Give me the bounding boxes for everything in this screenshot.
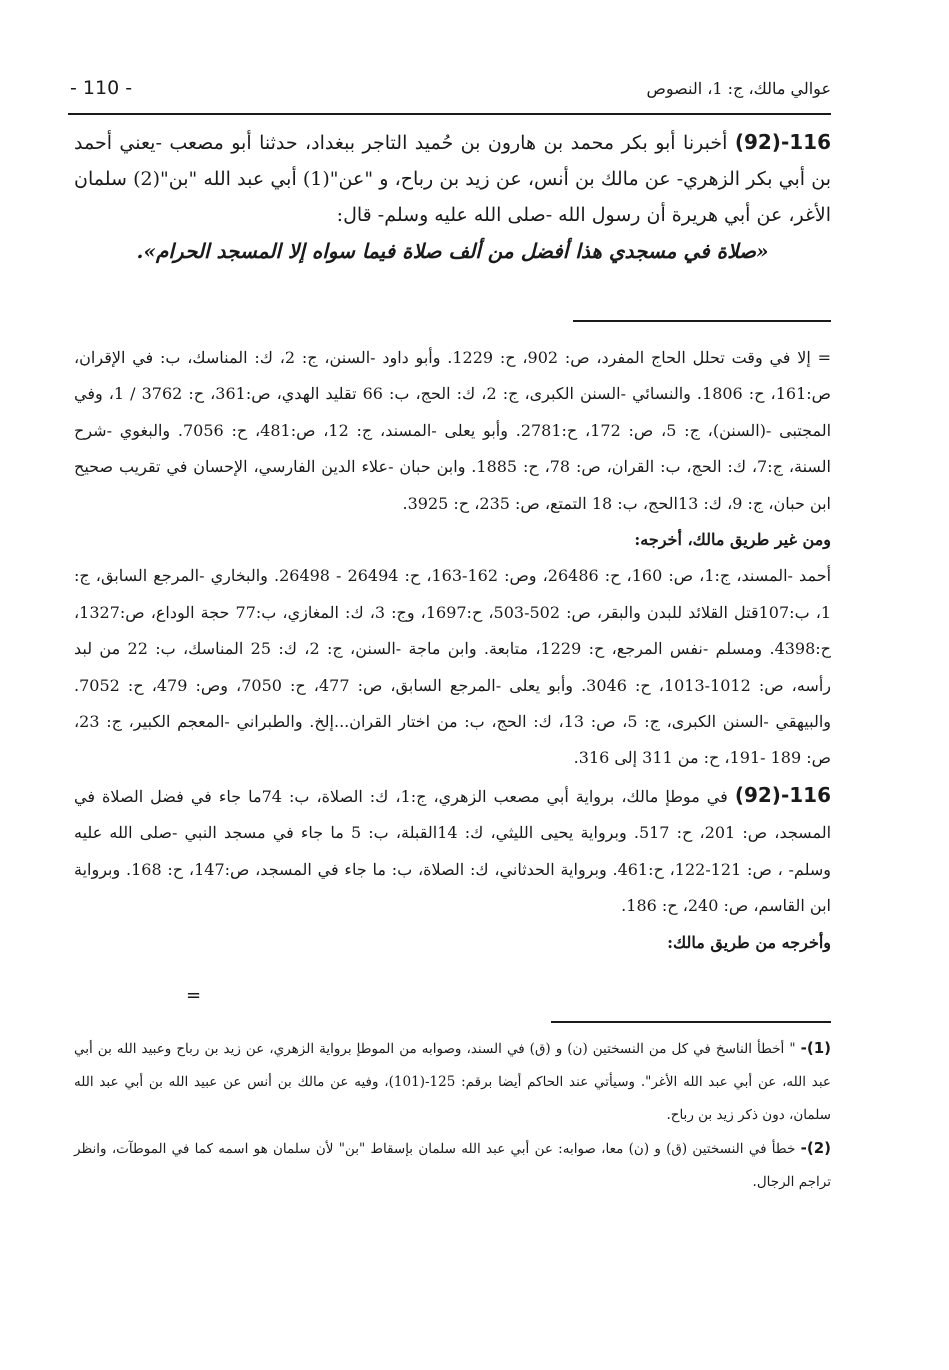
hadith-entry (74, 124, 831, 269)
continuation-mark: = (186, 985, 202, 1006)
takhrij-entry-number: 116-(92) (734, 782, 831, 807)
header-rule (68, 113, 831, 115)
takhrij-paragraph-3-text: في موطإ مالك، برواية أبي مصعب الزهري، ج:1، ك: الصلاة، ب: 74ما جاء في فضل الصلاة في المسجد، ص: 201، ح: 517. وبرواية يحيى الليثي، ك: 14القبلة، ب: 5 ما جاء في مسجد النبي -صلى الله عليه وسلم- ، ص: 121-122، ح:461. وبرواية الحدثاني، ك: الصلاة، ب: ما جاء في المسجد، ص:147، ح: 168. وبرواية ابن القاسم، ص: 240، ح: 186. (74, 786, 832, 916)
footnote-rule (551, 1021, 831, 1023)
footnote-1 (74, 1032, 831, 1132)
footnote-1-mark: (1)- (800, 1039, 831, 1057)
entry-number: 116-(92) (734, 130, 831, 154)
isnad-text: أخبرنا أبو بكر محمد بن هارون بن حُميد التاجر ببغداد، حدثنا أبو مصعب -يعني أحمد بن أبي بكر الزهري- عن مالك بن أنس، عن زيد بن رباح، و "عن"(1) أبي عبد الله "بن"(2) سلمان الأغر، عن أبي هريرة أن رسول الله -صلى الله عليه وسلم- قال: (74, 132, 831, 226)
hadith-matn: «صلاة في مسجدي هذا أفضل من ألف صلاة فيما سواه إلا المسجد الحرام». (136, 239, 769, 263)
running-title: عوالي مالك، ج: 1، النصوص (646, 78, 831, 98)
footnotes (74, 1032, 831, 1199)
page-header (70, 70, 831, 106)
footnote-2-mark: (2)- (800, 1139, 831, 1157)
section-rule (573, 320, 831, 322)
isnad-paragraph (74, 124, 831, 233)
takhrij-subheading: ومن غير طريق مالك، أخرجه: (634, 530, 831, 550)
footnote-1-text: " أخطأ الناسخ في كل من النسختين (ن) و (ق) في السند، وصوابه من الموطإ برواية الزهري، عن زيد بن رباح وعبيد الله بن أبي عبد الله، عن أبي عبد الله الأغر". وسيأتي عند الحاكم أيضا برقم: 125-(101)، وفيه عن مالك بن أنس عن عبيد الله بن أبي عبد الله سلمان، دون ذكر زيد بن رباح. (74, 1041, 831, 1123)
takhrij-paragraph-3 (74, 777, 831, 925)
footnote-2-text: خطأ في النسختين (ق) و (ن) معا، صوابه: عن أبي عبد الله سلمان بإسقاط "بن" لأن سلمان هو اسمه كما في الموطآت، وانظر تراجم الرجال. (74, 1141, 831, 1190)
page-number: - 110 - (70, 77, 133, 99)
takhrij-paragraph-2: أحمد -المسند، ج:1، ص: 160، ح: 26486، وص: 162-163، ح: 26494 - 26498. والبخاري -المرجع السابق، ج: 1، ب:107قتل القلائد للبدن والبقر، ص: 502-503، ح:1697، وج: 3، ك: المغازي، ب:77 حجة الوداع، ص:1327، ح:4398. ومسلم -نفس المرجع، ح: 1229، متابعة. وابن ماجة -السنن، ج: 2، ك: 25 المناسك، ب: 22 من لبد رأسه، ص: 1012-1013، ح: 3046. وأبو يعلى -المرجع السابق، ص: 477، ح: 7050، وص: 479، ح: 7052. والبيهقي -السنن الكبرى، ج: 5، ص: 13، ك: الحج، ب: من اختار القران...إلخ. والطبراني -المعجم الكبير، ج: 23، ص: 189 -191، ح: من 311 إلى 316. (74, 566, 832, 768)
takhrij-closing: وأخرجه من طريق مالك: (667, 932, 831, 952)
takhrij-paragraph-1: = إلا في وقت تحلل الحاج المفرد، ص: 902، ح: 1229. وأبو داود -السنن، ج: 2، ك: المناسك، ب: في الإقران، ص:161، ح: 1806. والنسائي -السنن الكبرى، ج: 2، ك: الحج، ب: 66 تقليد الهدي، ص:361، ح: 3762 / 1، وفي المجتبى -(السنن)، ج: 5، ص: 172، ح:2781. وأبو يعلى -المسند، ج: 12، ص:481، ح: 7056. والبغوي -شرح السنة، ج:7، ك: الحج، ب: القران، ص: 78، ح: 1885. وابن حبان -علاء الدين الفارسي، الإحسان في تقريب صحيح ابن حبان، ج: 9، ك: 13الحج، ب: 18 التمتع، ص: 235، ح: 3925. (74, 348, 832, 513)
takhrij-section (74, 340, 831, 961)
footnote-2 (74, 1132, 831, 1199)
